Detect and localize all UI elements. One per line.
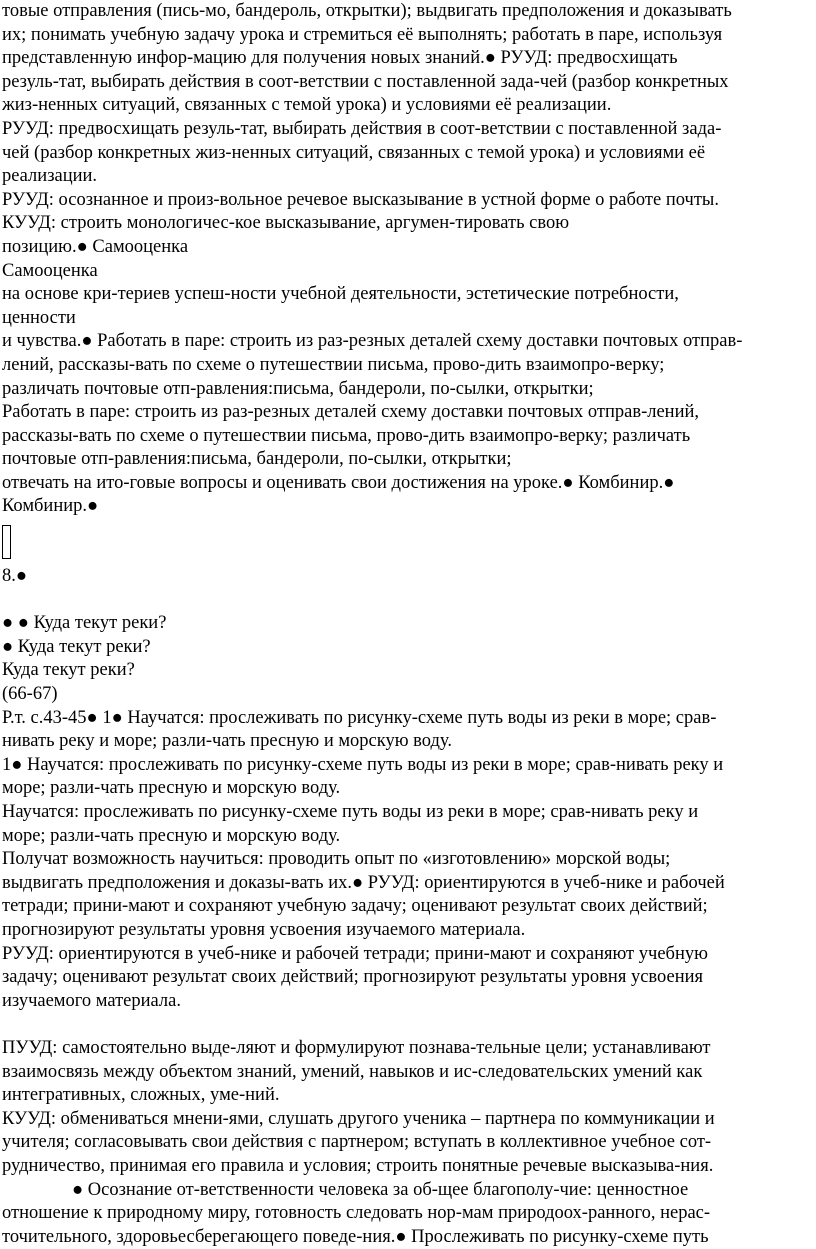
text-line: ● Куда текут реки? [2,636,151,657]
text-line: резуль-тат, выбирать действия в соот-ветствии с поставленной зада-чей (разбор конкретных [2,71,729,92]
text-block-lesson-number [2,565,814,589]
text-line: различать почтовые отп-равления:письма, бандероли, по-сылки, открытки; [2,378,594,399]
text-line: интегративных, сложных, уме-ний. [2,1085,280,1106]
text-line: Комбинир.● [2,496,99,517]
text-line: отношение к природному миру, готовность следовать нор-мам природоох-ранного, нерас- [2,1203,711,1224]
text-line: почтовые отп-равления:письма, бандероли, по-сылки, открытки; [2,449,512,470]
text-line: задачу; оценивают результат своих действий; прогнозируют результаты уровня усвоения [2,967,704,988]
text-line: и чувства.● Работать в паре: строить из раз-резных деталей схему доставки почтовых отправ- [2,331,743,352]
text-block-puud-kuud [2,1037,814,1179]
text-line: ПУУД: самостоятельно выде-ляют и формулируют познава-тельные цели; устанавливают [2,1037,711,1058]
text-line: Получат возможность научиться: проводить опыт по «изготовлению» морской воды; [2,849,671,870]
text-line: Самооценка [2,260,98,281]
text-line: тетради; прини-мают и сохраняют учебную задачу; оценивают результат своих действий; [2,896,708,917]
text-line: КУУД: строить монологичес-кое высказывание, аргумен-тировать свою [2,213,570,234]
text-line: взаимосвязь между объектом знаний, умений, навыков и ис-следовательских умений как [2,1061,703,1082]
text-line: Работать в паре: строить из раз-резных деталей схему доставки почтовых отправ-лений, [2,402,699,423]
text-line: выдвигать предположения и доказы-вать их.● РУУД: ориентируются в учеб-нике и рабочей [2,872,725,893]
text-block-rivers-lesson [2,612,814,1013]
text-line: ● ● Куда текут реки? [2,613,167,634]
text-line: 8.● [2,566,28,587]
text-line: реализации. [2,166,98,187]
blank-line [2,589,814,613]
text-line: Куда текут реки? [2,660,135,681]
text-line: чей (разбор конкретных жиз-ненных ситуаций, связанных с темой урока) и условиями её [2,142,706,163]
text-line: море; разли-чать пресную и морскую воду. [2,825,341,846]
text-line: нивать реку и море; разли-чать пресную и морскую воду. [2,731,452,752]
text-block-communication [2,0,814,519]
text-line: лений, рассказы-вать по схеме о путешествии письма, прово-дить взаимопро-верку; [2,354,665,375]
text-line: на основе кри-териев успеш-ности учебной деятельности, эстетические потребности, [2,284,679,305]
text-line: ● Осознание от-ветственности человека за об-щее благополу-чие: ценностное [72,1179,689,1200]
text-line: рассказы-вать по схеме о путешествии письма, прово-дить взаимопро-верку; различать [2,425,691,446]
text-line: товые отправления (пись-мо, бандероль, открытки); выдвигать предположения и доказывать [2,1,732,21]
text-line: изучаемого материала. [2,990,181,1011]
text-line: рудничество, принимая его правила и условия; строить понятные речевые высказыва-ния. [2,1155,714,1176]
text-line: жиз-ненных ситуаций, связанных с темой урока) и условиями её реализации. [2,95,612,116]
text-line: Научатся: прослеживать по рисунку-схеме путь воды из реки в море; срав-нивать реку и [2,802,699,822]
text-line: Р.т. с.43-45● 1● Научатся: прослеживать по рисунку-схеме путь воды из реки в море; срав- [2,707,717,728]
text-line: отвечать на ито-говые вопросы и оценивать свои достижения на уроке.● Комбинир.● [2,472,675,493]
text-line: (66-67) [2,684,58,705]
text-line: представленную инфор-мацию для получения новых знаний.● РУУД: предвосхищать [2,48,678,69]
text-line: РУУД: предвосхищать резуль-тат, выбирать действия в соот-ветствии с поставленной зада- [2,118,722,139]
empty-table-cell-box [2,525,11,559]
text-line: РУУД: ориентируются в учеб-нике и рабочей тетради; прини-мают и сохраняют учебную [2,943,708,964]
text-line: море; разли-чать пресную и морскую воду. [2,778,341,799]
text-line: позицию.● Самооценка [2,236,189,257]
text-line: РУУД: осознанное и произ-вольное речевое высказывание в устной форме о работе почты. [2,189,719,210]
text-line: учителя; согласовывать свои действия с партнером; вступать в коллективное учебное сот- [2,1132,712,1153]
text-line: точительного, здоровьесберегающего поведе-ния.● Прослеживать по рисунку-схеме путь [2,1226,709,1247]
text-line: прогнозируют результаты уровня усвоения изучаемого материала. [2,919,526,940]
text-line: ценности [2,307,76,328]
blank-line [2,1013,814,1037]
text-line: 1● Научатся: прослеживать по рисунку-схеме путь воды из реки в море; срав-нивать реку и [2,754,724,775]
text-block-personal-results [2,1179,814,1203]
text-block-personal-results-continued [2,1202,814,1249]
text-line: КУУД: обмениваться мнени-ями, слушать другого ученика – партнера по коммуникации и [2,1108,715,1129]
text-line: их; понимать учебную задачу урока и стремиться её выполнять; работать в паре, используя [2,24,723,45]
